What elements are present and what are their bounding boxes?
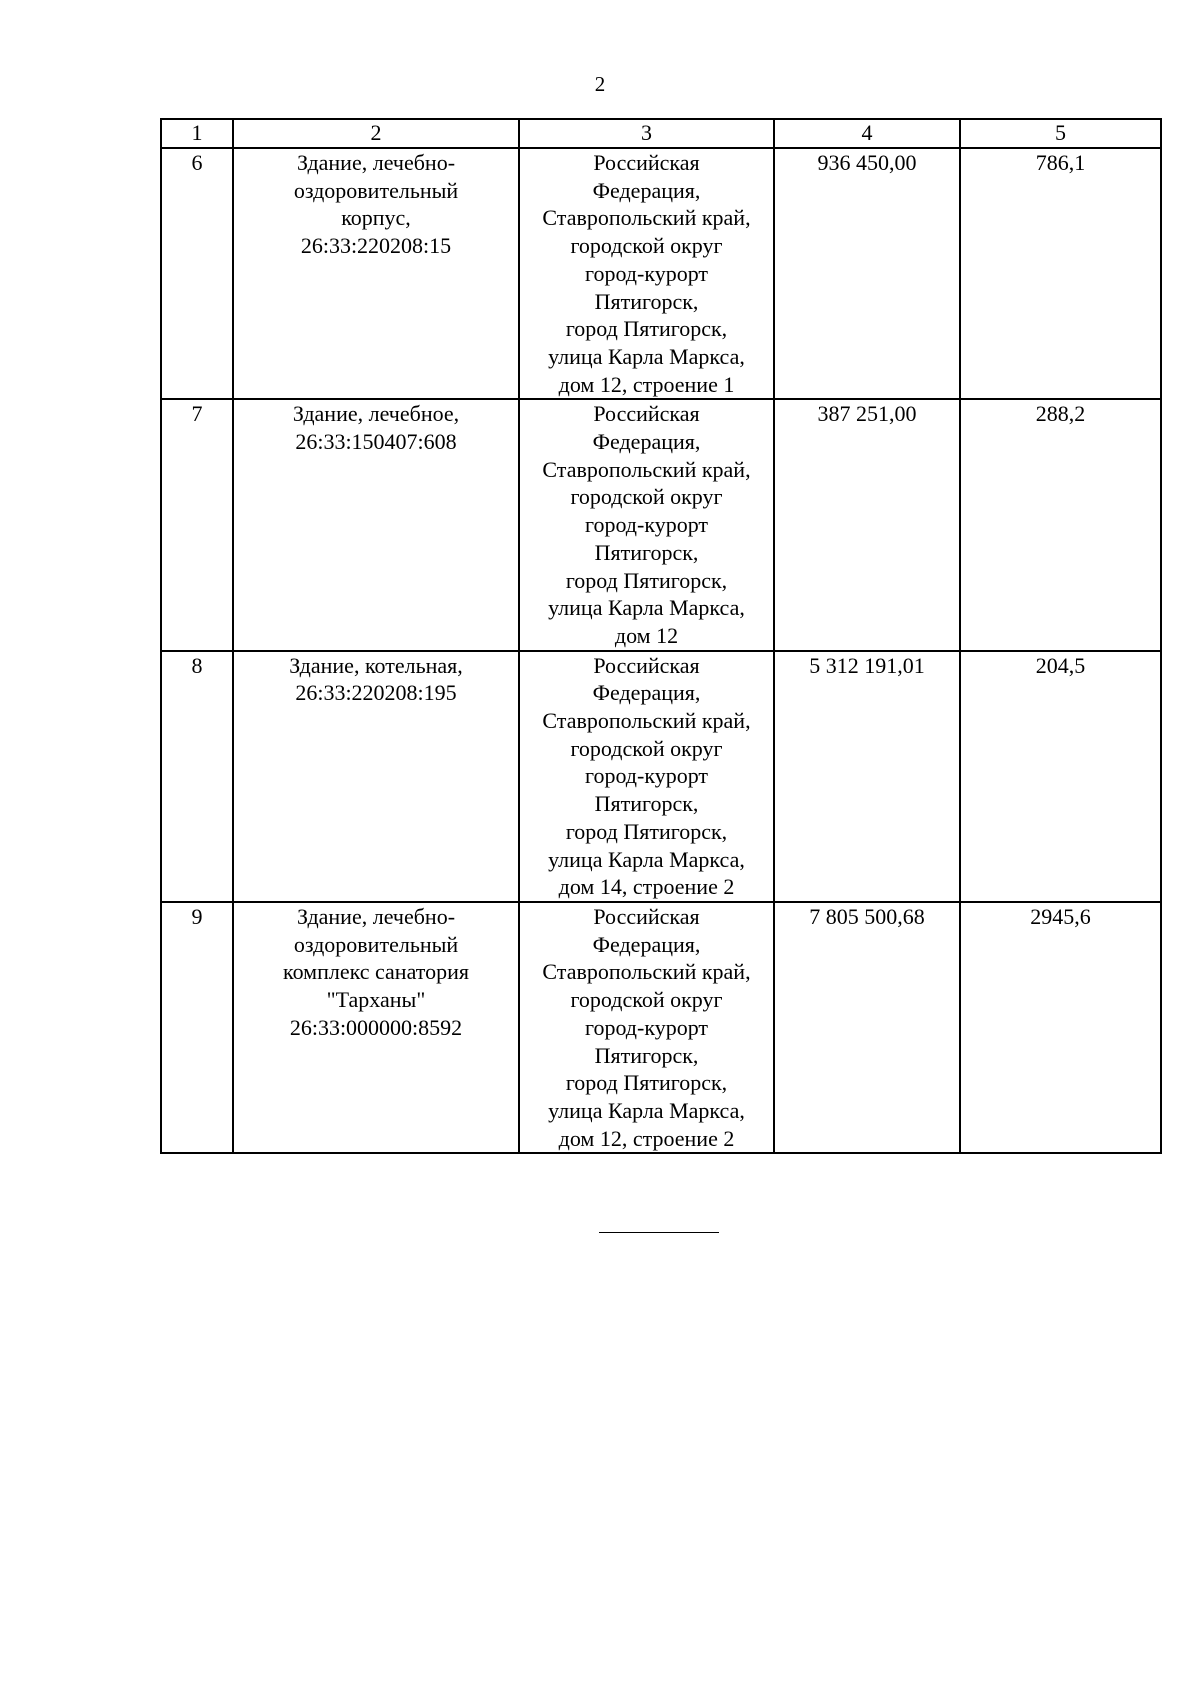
table-row <box>161 651 1161 902</box>
row-number: 6 <box>161 148 233 399</box>
object-value: 387 251,00 <box>774 399 960 650</box>
table-header <box>161 119 1161 148</box>
object-address: Российская Федерация, Ставропольский край, городской округ город-курорт Пятигорск, город Пятигорск, улица Карла Маркса, дом 12, строение 1 <box>519 148 774 399</box>
object-address: Российская Федерация, Ставропольский край, городской округ город-курорт Пятигорск, город Пятигорск, улица Карла Маркса, дом 14, строение 2 <box>519 651 774 902</box>
page-number: 2 <box>594 72 606 96</box>
table-row <box>161 399 1161 650</box>
column-header-2: 2 <box>233 119 519 148</box>
object-value: 5 312 191,01 <box>774 651 960 902</box>
end-of-document-line <box>599 1232 719 1233</box>
column-header-4: 4 <box>774 119 960 148</box>
property-table <box>160 118 1162 1154</box>
table-body <box>161 148 1161 1153</box>
object-area: 288,2 <box>960 399 1161 650</box>
object-address: Российская Федерация, Ставропольский край, городской округ город-курорт Пятигорск, город Пятигорск, улица Карла Маркса, дом 12 <box>519 399 774 650</box>
object-area: 786,1 <box>960 148 1161 399</box>
row-number: 9 <box>161 902 233 1153</box>
column-header-3: 3 <box>519 119 774 148</box>
object-area: 204,5 <box>960 651 1161 902</box>
column-header-5: 5 <box>960 119 1161 148</box>
object-area: 2945,6 <box>960 902 1161 1153</box>
object-address: Российская Федерация, Ставропольский край, городской округ город-курорт Пятигорск, город Пятигорск, улица Карла Маркса, дом 12, строение 2 <box>519 902 774 1153</box>
object-value: 7 805 500,68 <box>774 902 960 1153</box>
object-name: Здание, лечебное, 26:33:150407:608 <box>233 399 519 650</box>
object-name: Здание, лечебно- оздоровительный корпус, 26:33:220208:15 <box>233 148 519 399</box>
table-row <box>161 902 1161 1153</box>
object-name: Здание, котельная, 26:33:220208:195 <box>233 651 519 902</box>
row-number: 8 <box>161 651 233 902</box>
row-number: 7 <box>161 399 233 650</box>
header-row <box>161 119 1161 148</box>
object-value: 936 450,00 <box>774 148 960 399</box>
column-header-1: 1 <box>161 119 233 148</box>
object-name: Здание, лечебно- оздоровительный комплекс санатория "Тарханы" 26:33:000000:8592 <box>233 902 519 1153</box>
table-row <box>161 148 1161 399</box>
